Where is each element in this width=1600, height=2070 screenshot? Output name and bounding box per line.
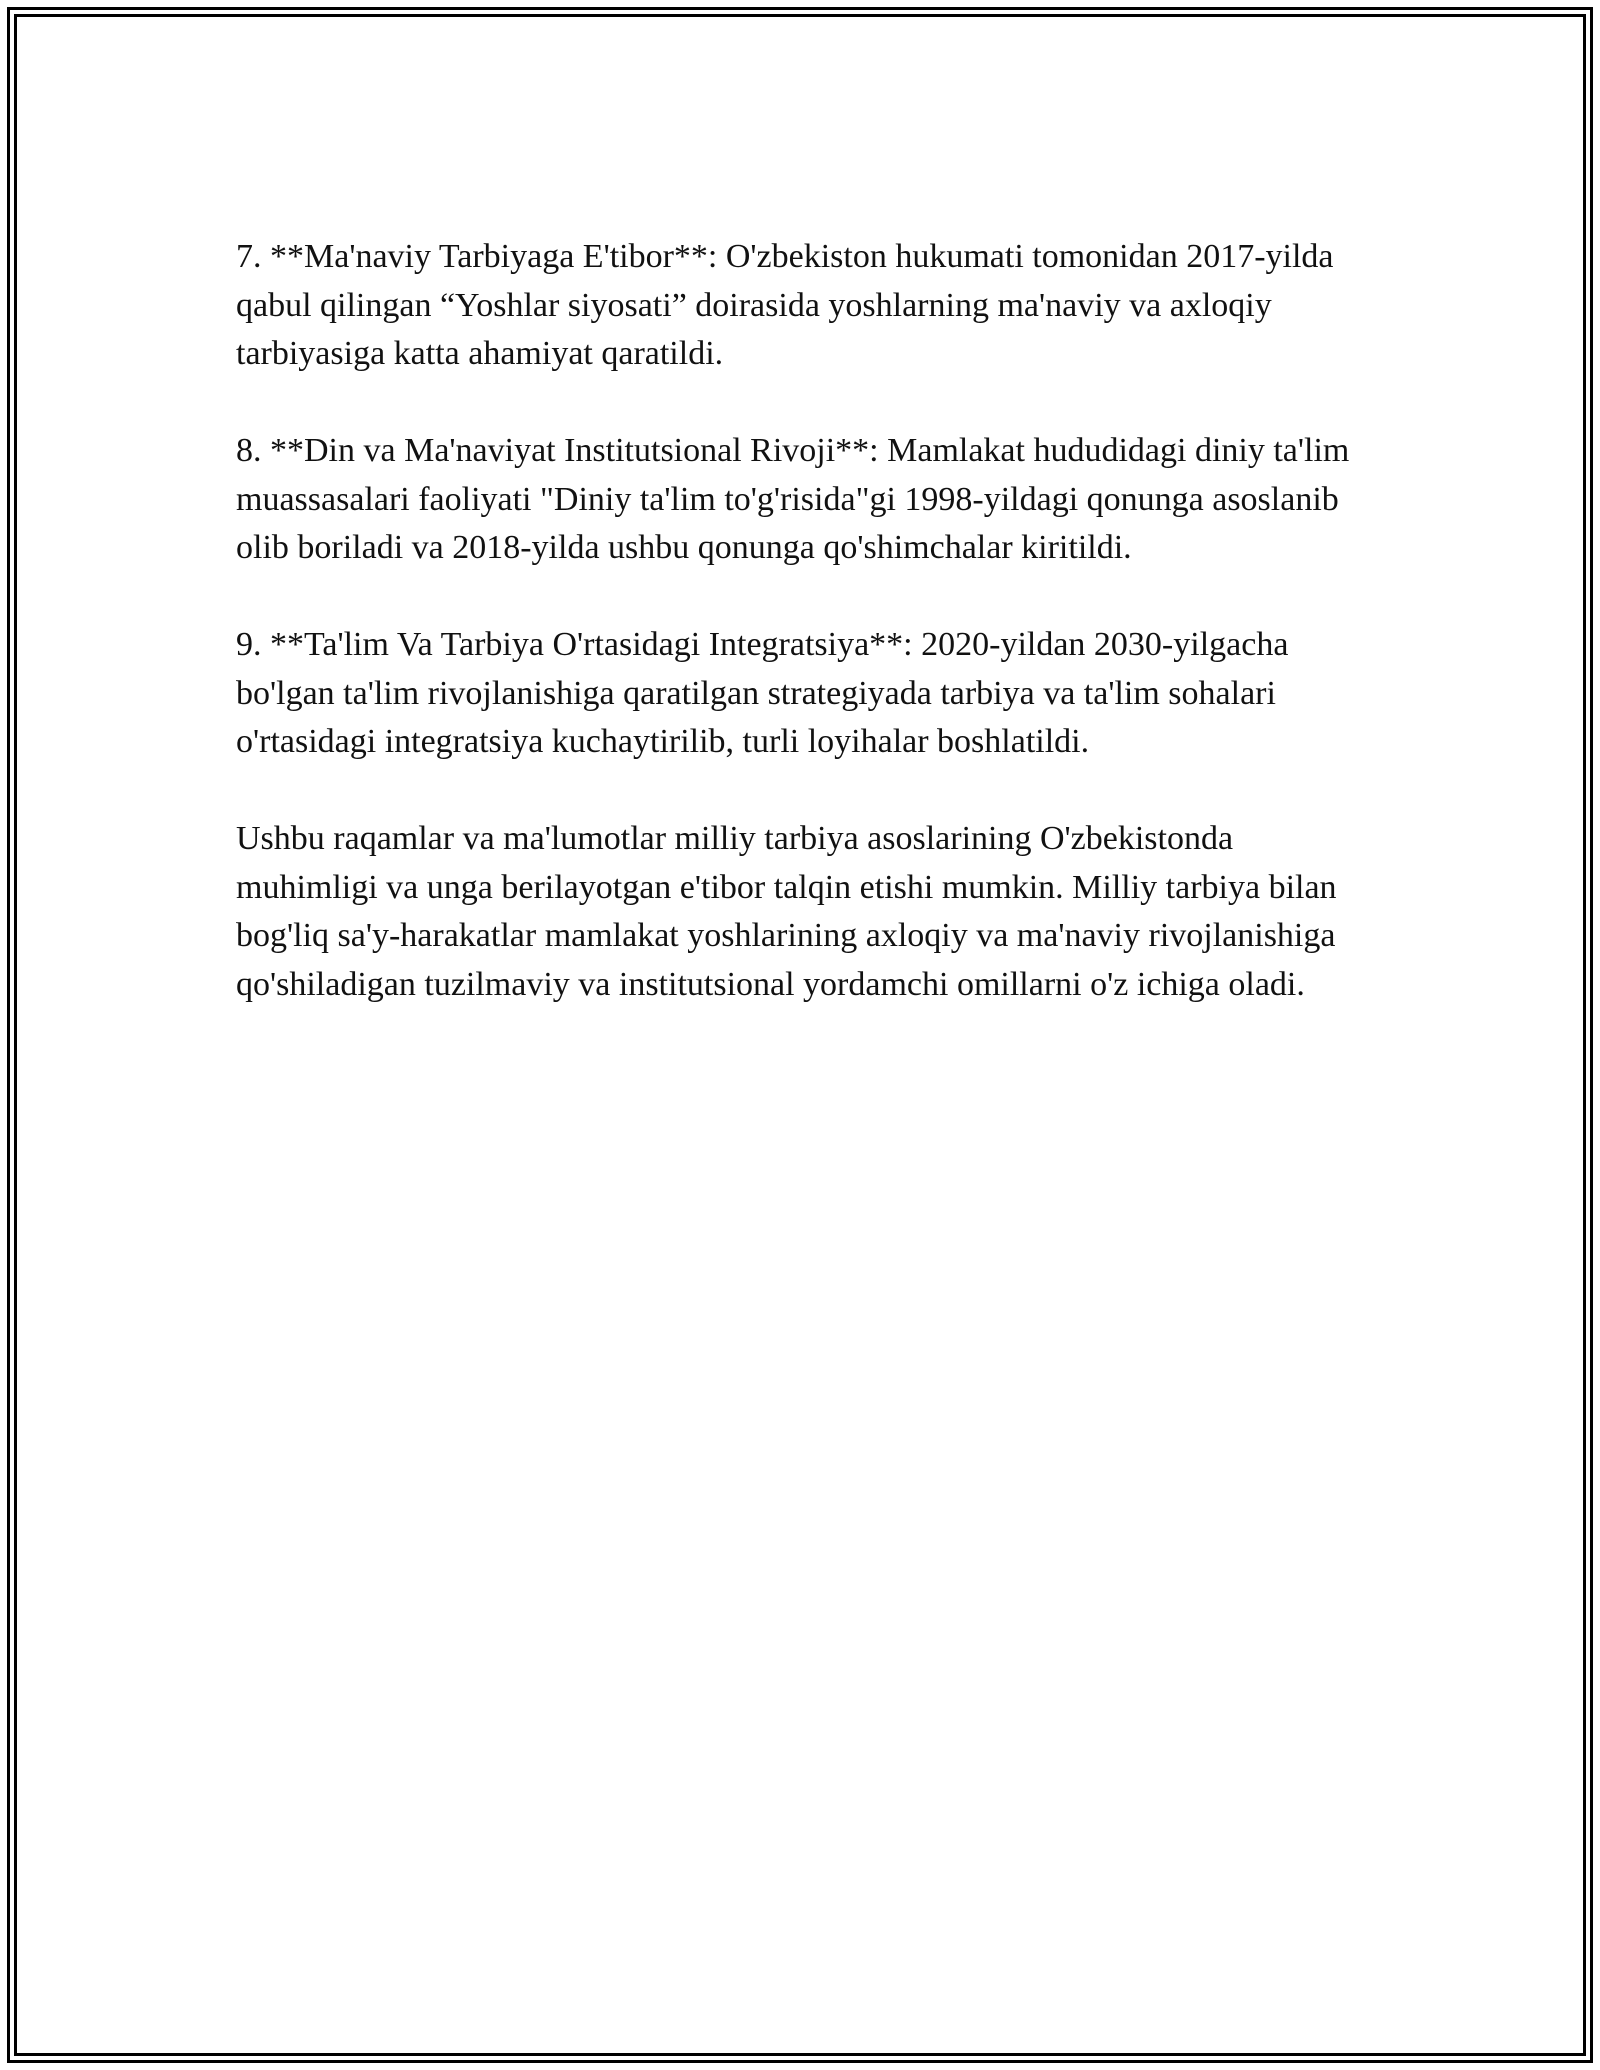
paragraph-item-8: 8. **Din va Ma'naviyat Institutsional Rivoji**: Mamlakat hududidagi diniy ta'lim muassasalari faoliyati "Diniy ta'lim to'g'risida"gi 1998-yildagi qonunga asoslanib olib boriladi va 2018-yilda ushbu qonunga qo'shimchalar kiritildi. [236,432,1350,566]
paragraph-item-9: 9. **Ta'lim Va Tarbiya O'rtasidagi Integratsiya**: 2020-yildan 2030-yilgacha bo'lgan ta'lim rivojlanishiga qaratilgan strategiyada tarbiya va ta'lim sohalari o'rtasidagi integratsiya kuchaytirilib, turli loyihalar boshlatildi. [236,626,1289,760]
paragraph-conclusion: Ushbu raqamlar va ma'lumotlar milliy tarbiya asoslarining O'zbekistonda muhimligi va unga berilayotgan e'tibor talqin etishi mumkin. Milliy tarbiya bilan bog'liq sa'y-harakatlar mamlakat yoshlarining axloqiy va ma'naviy rivojlanishiga qo'shiladigan tuzilmaviy va institutsional yordamchi omillarni o'z ichiga oladi. [236,820,1337,1003]
document-body [236,233,1376,1009]
paragraph-item-7: 7. **Ma'naviy Tarbiyaga E'tibor**: O'zbekiston hukumati tomonidan 2017-yilda qabul qilingan “Yoshlar siyosati” doirasida yoshlarning ma'naviy va axloqiy tarbiyasiga katta ahamiyat qaratildi. [236,238,1334,372]
